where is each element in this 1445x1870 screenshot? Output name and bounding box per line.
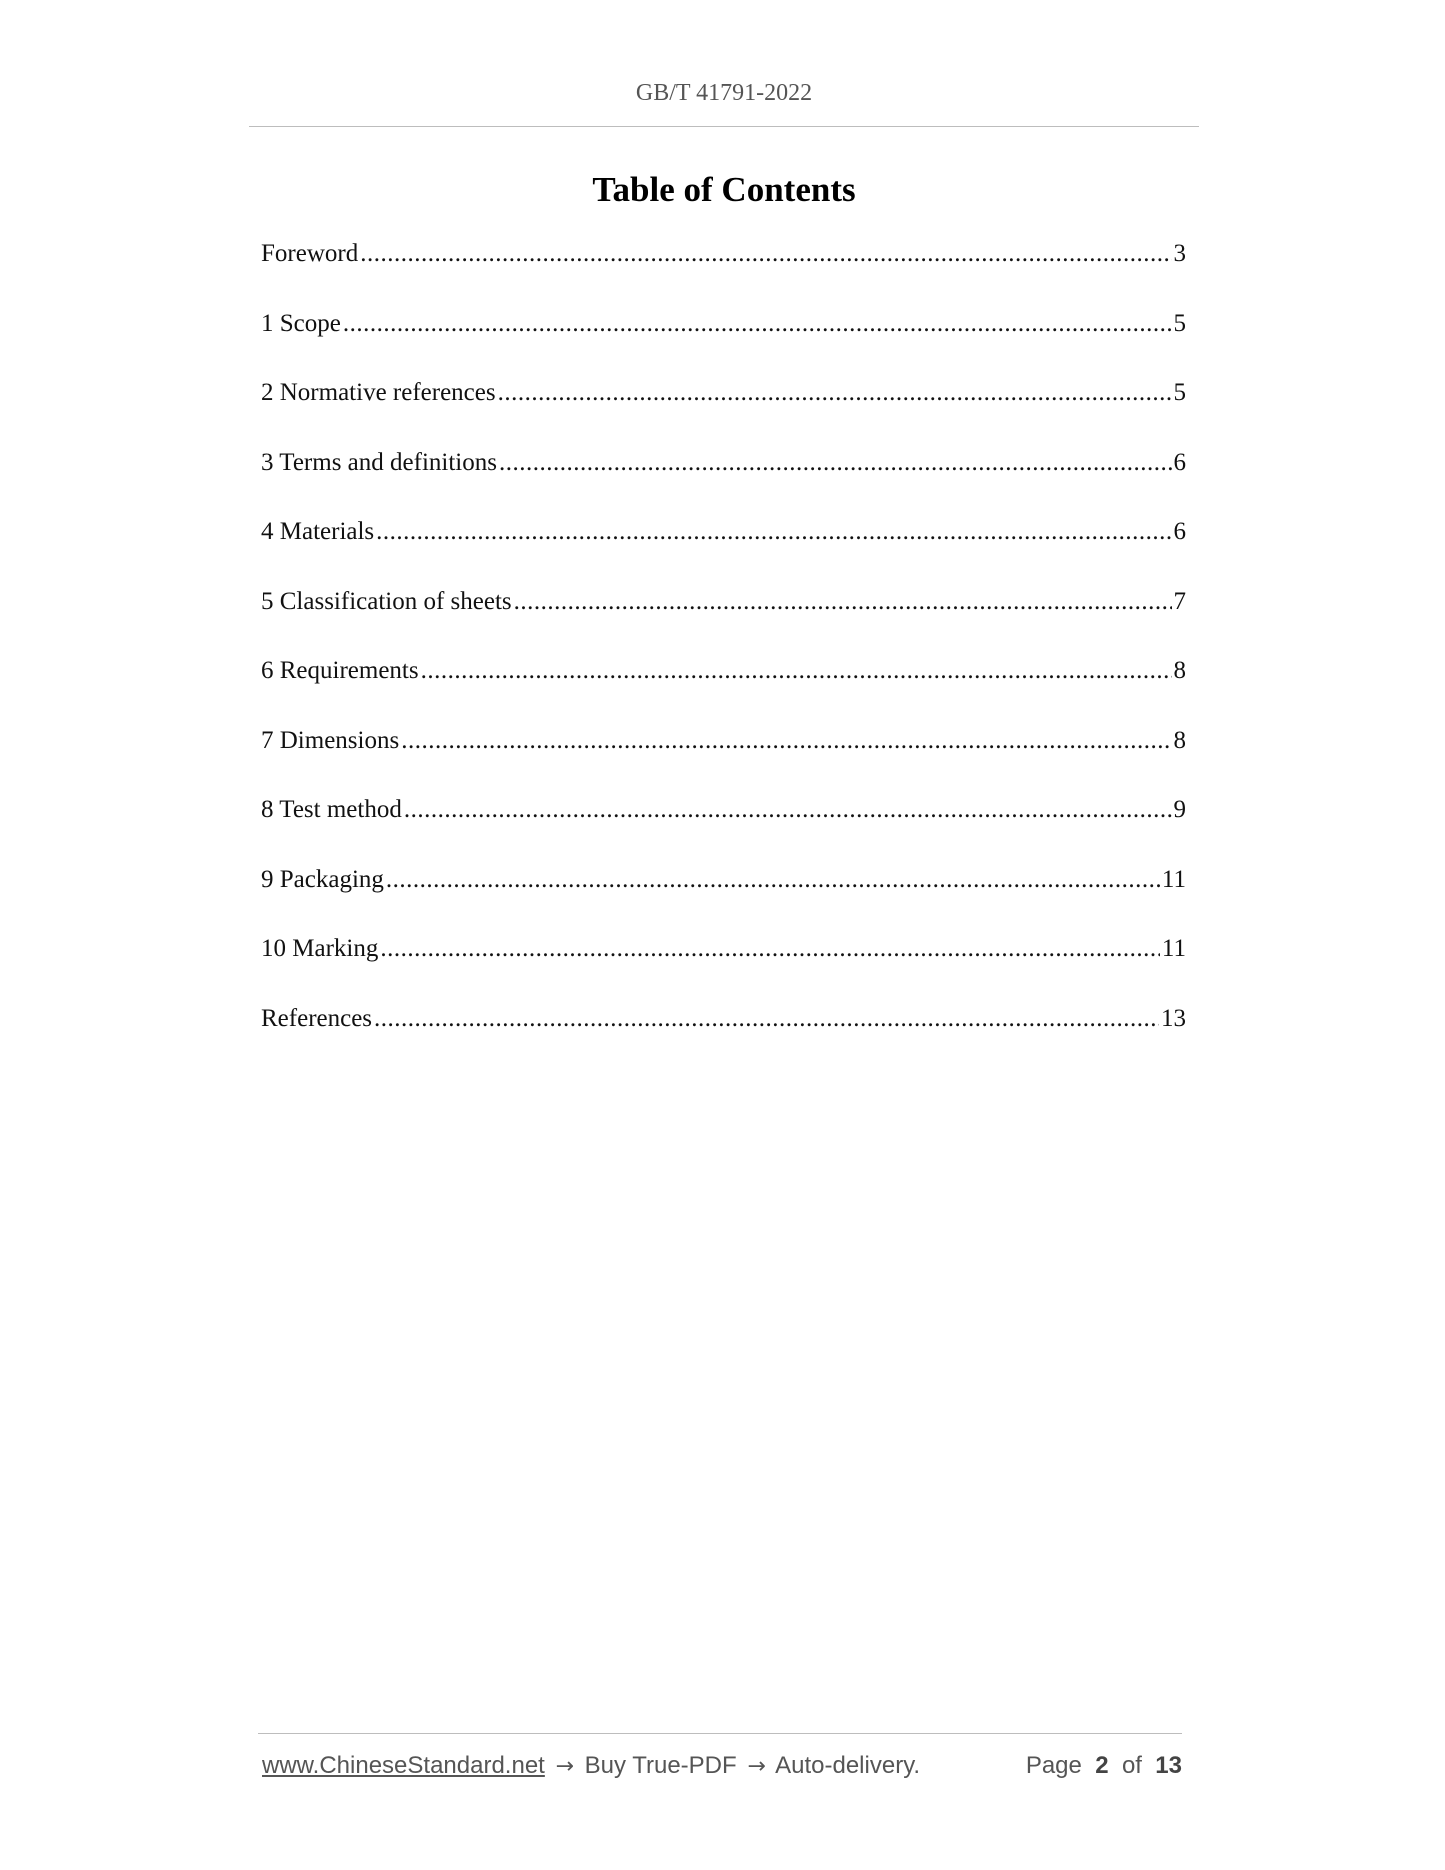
toc-entry-label: 8 Test method (261, 796, 402, 823)
toc-entry-page: 6 (1173, 518, 1186, 545)
toc-entry-test-method[interactable] (261, 796, 1186, 866)
toc-entry-page: 8 (1173, 657, 1186, 684)
total-pages-number: 13 (1155, 1752, 1182, 1779)
footer-divider (258, 1733, 1182, 1734)
toc-entry-label: 2 Normative references (261, 379, 496, 406)
page-label: Page (1025, 1752, 1082, 1779)
toc-entry-page: 5 (1173, 379, 1186, 406)
toc-entry-page: 13 (1161, 1004, 1186, 1032)
toc-entry-label: 4 Materials (261, 518, 375, 545)
toc-entry-label: 5 Classification of sheets (261, 587, 512, 615)
toc-entry-page: 11 (1161, 935, 1186, 962)
toc-leader-dots (421, 657, 1172, 685)
toc-leader-dots (374, 1005, 1159, 1033)
toc-leader-dots (499, 449, 1172, 477)
toc-entry-label: References (261, 1004, 373, 1032)
website-link[interactable]: www.ChineseStandard.net (262, 1752, 545, 1779)
toc-entry-label: 3 Terms and definitions (261, 448, 497, 476)
toc-entry-page: 6 (1173, 448, 1186, 476)
arrow-right-icon: → (555, 1754, 574, 1779)
footer-promo (262, 1752, 920, 1780)
toc-leader-dots (401, 727, 1171, 755)
toc-title: Table of Contents (592, 170, 856, 209)
toc-leader-dots (386, 866, 1160, 894)
toc-leader-dots (376, 518, 1171, 546)
toc-entry-page: 8 (1173, 726, 1186, 754)
toc-entry-label: 6 Requirements (261, 657, 419, 684)
toc-leader-dots (514, 588, 1172, 616)
toc-leader-dots (380, 935, 1160, 963)
current-page-number: 2 (1095, 1752, 1109, 1779)
toc-entry-marking[interactable] (261, 935, 1186, 1005)
toc-entry-materials[interactable] (261, 518, 1186, 588)
page-footer (262, 1752, 1182, 1786)
toc-entry-scope[interactable] (261, 310, 1186, 380)
auto-delivery-text: Auto-delivery. (775, 1752, 921, 1779)
toc-entry-page: 11 (1161, 865, 1186, 893)
toc-leader-dots (360, 240, 1171, 268)
toc-entry-page: 3 (1173, 240, 1186, 267)
toc-entry-classification-of-sheets[interactable] (261, 588, 1186, 658)
toc-leader-dots (498, 379, 1172, 407)
toc-entry-label: 9 Packaging (261, 865, 384, 893)
buy-true-pdf-text: Buy True-PDF (584, 1752, 737, 1779)
toc-entry-page: 9 (1173, 796, 1186, 823)
toc-leader-dots (404, 796, 1172, 824)
toc-entry-label: 7 Dimensions (261, 726, 400, 754)
toc-entry-requirements[interactable] (261, 657, 1186, 727)
header-divider (249, 126, 1199, 127)
toc-list (261, 240, 1186, 1074)
document-number-header: GB/T 41791-2022 (635, 80, 813, 106)
toc-entry-label: 10 Marking (261, 935, 379, 962)
toc-entry-page: 7 (1173, 587, 1186, 615)
page-counter (1026, 1752, 1182, 1780)
toc-entry-packaging[interactable] (261, 866, 1186, 936)
arrow-right-icon: → (747, 1754, 766, 1779)
toc-entry-terms-and-definitions[interactable] (261, 449, 1186, 519)
toc-entry-label: 1 Scope (261, 309, 341, 337)
toc-entry-normative-references[interactable] (261, 379, 1186, 449)
toc-leader-dots (343, 310, 1172, 338)
toc-entry-label: Foreword (261, 240, 359, 267)
toc-entry-dimensions[interactable] (261, 727, 1186, 797)
toc-entry-references[interactable] (261, 1005, 1186, 1075)
toc-entry-foreword[interactable] (261, 240, 1186, 310)
toc-entry-page: 5 (1173, 309, 1186, 337)
of-label: of (1121, 1752, 1142, 1779)
